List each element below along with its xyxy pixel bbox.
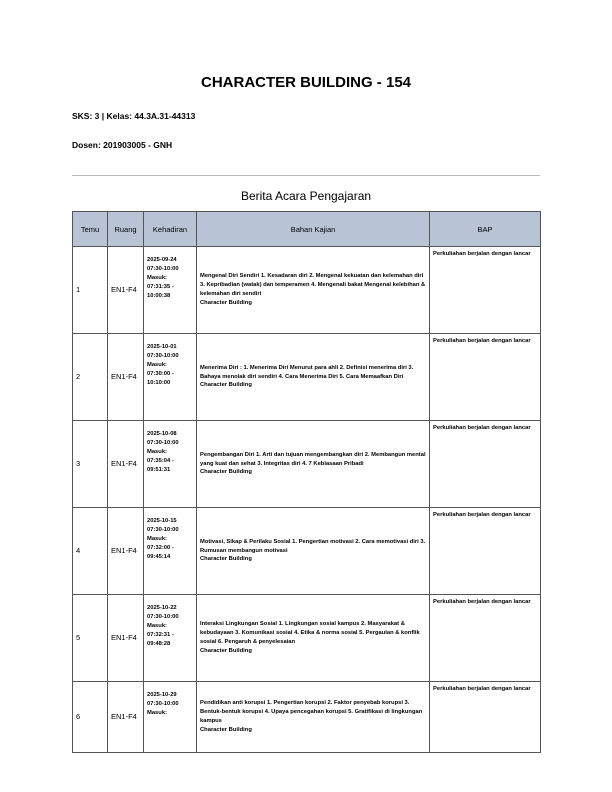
table-body [73,247,541,753]
cell-ruang: EN1-F4 [108,247,144,334]
cell-ruang: EN1-F4 [108,334,144,421]
cell-kehadiran [144,595,197,682]
kehadiran-line: 10:10:00 [147,379,171,386]
bahan-kajian-text: Motivasi, Sikap & Perilaku Sosial 1. Pengertian motivasi 2. Cara memotivasi diri 3. Rumusan membangun motivasi [200,538,426,554]
kehadiran-line: 07:32:00 - [147,544,174,551]
cell-bap: Perkuliahan berjalan dengan lancar [430,508,541,595]
kehadiran-line: Masuk: [147,709,167,716]
kehadiran-line: 10:00:38 [147,292,171,299]
cell-temu: 3 [73,421,108,508]
sks-kelas-info: SKS: 3 | Kelas: 44.3A.31-44313 [72,111,196,121]
dosen-info: Dosen: 201903005 - GNH [72,140,173,150]
kehadiran-line: 09:45:14 [147,553,171,560]
kehadiran-line: 07:30-10:00 [147,352,179,359]
cell-ruang: EN1-F4 [108,508,144,595]
cell-temu: 5 [73,595,108,682]
kehadiran-line: 07:30-10:00 [147,439,179,446]
cell-temu: 2 [73,334,108,421]
header-bap: BAP [430,212,541,247]
course-name: Character Building [200,647,252,654]
kehadiran-line: 2025-10-01 [147,344,177,350]
kehadiran-line: 09:48:28 [147,640,171,647]
cell-bap: Perkuliahan berjalan dengan lancar [430,682,541,753]
kehadiran-line: 2025-10-15 [147,518,177,524]
cell-bahan-kajian [197,595,430,682]
course-name: Character Building [200,299,252,306]
header-bahan-kajian: Bahan Kajian [197,212,430,247]
cell-kehadiran [144,421,197,508]
cell-bahan-kajian [197,421,430,508]
table-row [73,334,541,421]
cell-kehadiran [144,247,197,334]
section-title: Berita Acara Pengajaran [240,189,372,203]
kehadiran-line: 09:51:31 [147,466,171,473]
page-title: CHARACTER BUILDING - 154 [200,74,411,91]
kehadiran-line: Masuk: [147,535,167,542]
table-row [73,595,541,682]
course-name: Character Building [200,469,252,476]
kehadiran-line: 07:30-10:00 [147,613,179,620]
kehadiran-line: Masuk: [147,448,167,455]
cell-bap: Perkuliahan berjalan dengan lancar [430,334,541,421]
cell-bahan-kajian [197,682,430,753]
cell-kehadiran [144,682,197,753]
header-ruang: Ruang [108,212,144,247]
divider [72,175,540,176]
cell-bahan-kajian [197,247,430,334]
bahan-kajian-text: Mengenal Diri Sendiri 1. Kesadaran diri 2. Mengenal kekuatan dan kelemahan diri 3. Kepribadian (watak) dan temperamen 4. Mengenali bakat Mengenal kelebihan & kelemahan diri sendiri [200,273,426,297]
kehadiran-line: 07:35:04 - [147,457,174,464]
kehadiran-line: 07:31:35 - [147,283,174,290]
table-row [73,421,541,508]
kehadiran-line: Masuk: [147,622,167,629]
course-name: Character Building [200,556,252,563]
cell-ruang: EN1-F4 [108,421,144,508]
cell-bahan-kajian [197,508,430,595]
kehadiran-line: 07:30-10:00 [147,700,179,707]
table-row [73,247,541,334]
course-name: Character Building [200,726,252,733]
bahan-kajian-text: Pendidikan anti korupsi 1. Pengertian korupsi 2. Faktor penyebab korupsi 3. Bentuk-bentuk korupsi 4. Upaya pencegahan korupsi 5. Gratifikasi di lingkungan kampus [200,700,423,724]
kehadiran-line: 2025-10-22 [147,605,177,611]
header-temu: Temu [73,212,108,247]
kehadiran-line: 07:30-10:00 [147,526,179,533]
table-row [73,682,541,753]
course-name: Character Building [200,382,252,389]
cell-temu: 6 [73,682,108,753]
kehadiran-line: Masuk: [147,361,167,368]
kehadiran-line: 07:30:00 - [147,370,174,377]
bahan-kajian-text: Pengembangan Diri 1. Arti dan tujuan mengembangkan diri 2. Membangun mental yang kuat dan sehat 3. Integritas diri 4. 7 Kebiasaan Pribadi [200,451,426,467]
cell-bap: Perkuliahan berjalan dengan lancar [430,247,541,334]
cell-temu: 1 [73,247,108,334]
cell-bap: Perkuliahan berjalan dengan lancar [430,595,541,682]
cell-kehadiran [144,508,197,595]
kehadiran-line: 2025-10-29 [147,692,177,698]
kehadiran-line: Masuk: [147,274,167,281]
table-row [73,508,541,595]
bap-table [72,211,541,753]
cell-ruang: EN1-F4 [108,595,144,682]
bahan-kajian-text: Interaksi Lingkungan Sosial 1. Lingkungan sosial kampus 2. Masyarakat & kebudayaan 3. Komunikasi sosial 4. Etika & norma sosial 5. Pergaulan & konflik sosial 6. Pengaruh & penyelesaian [200,621,420,645]
cell-temu: 4 [73,508,108,595]
kehadiran-line: 07:30-10:00 [147,265,179,272]
header-kehadiran: Kehadiran [144,212,197,247]
cell-bap: Perkuliahan berjalan dengan lancar [430,421,541,508]
kehadiran-line: 07:32:31 - [147,631,174,638]
bahan-kajian-text: Menerima Diri : 1. Menerima Diri Menurut para ahli 2. Definisi menerima diri 3. Bahaya menolak diri sendiri 4. Cara Menerima Diri 5. Cara Memaafkan Diri [200,364,414,380]
cell-ruang: EN1-F4 [108,682,144,753]
cell-kehadiran [144,334,197,421]
table-header-row [73,212,541,247]
kehadiran-line: 2025-09-24 [147,257,177,263]
cell-bahan-kajian [197,334,430,421]
kehadiran-line: 2025-10-08 [147,431,177,437]
